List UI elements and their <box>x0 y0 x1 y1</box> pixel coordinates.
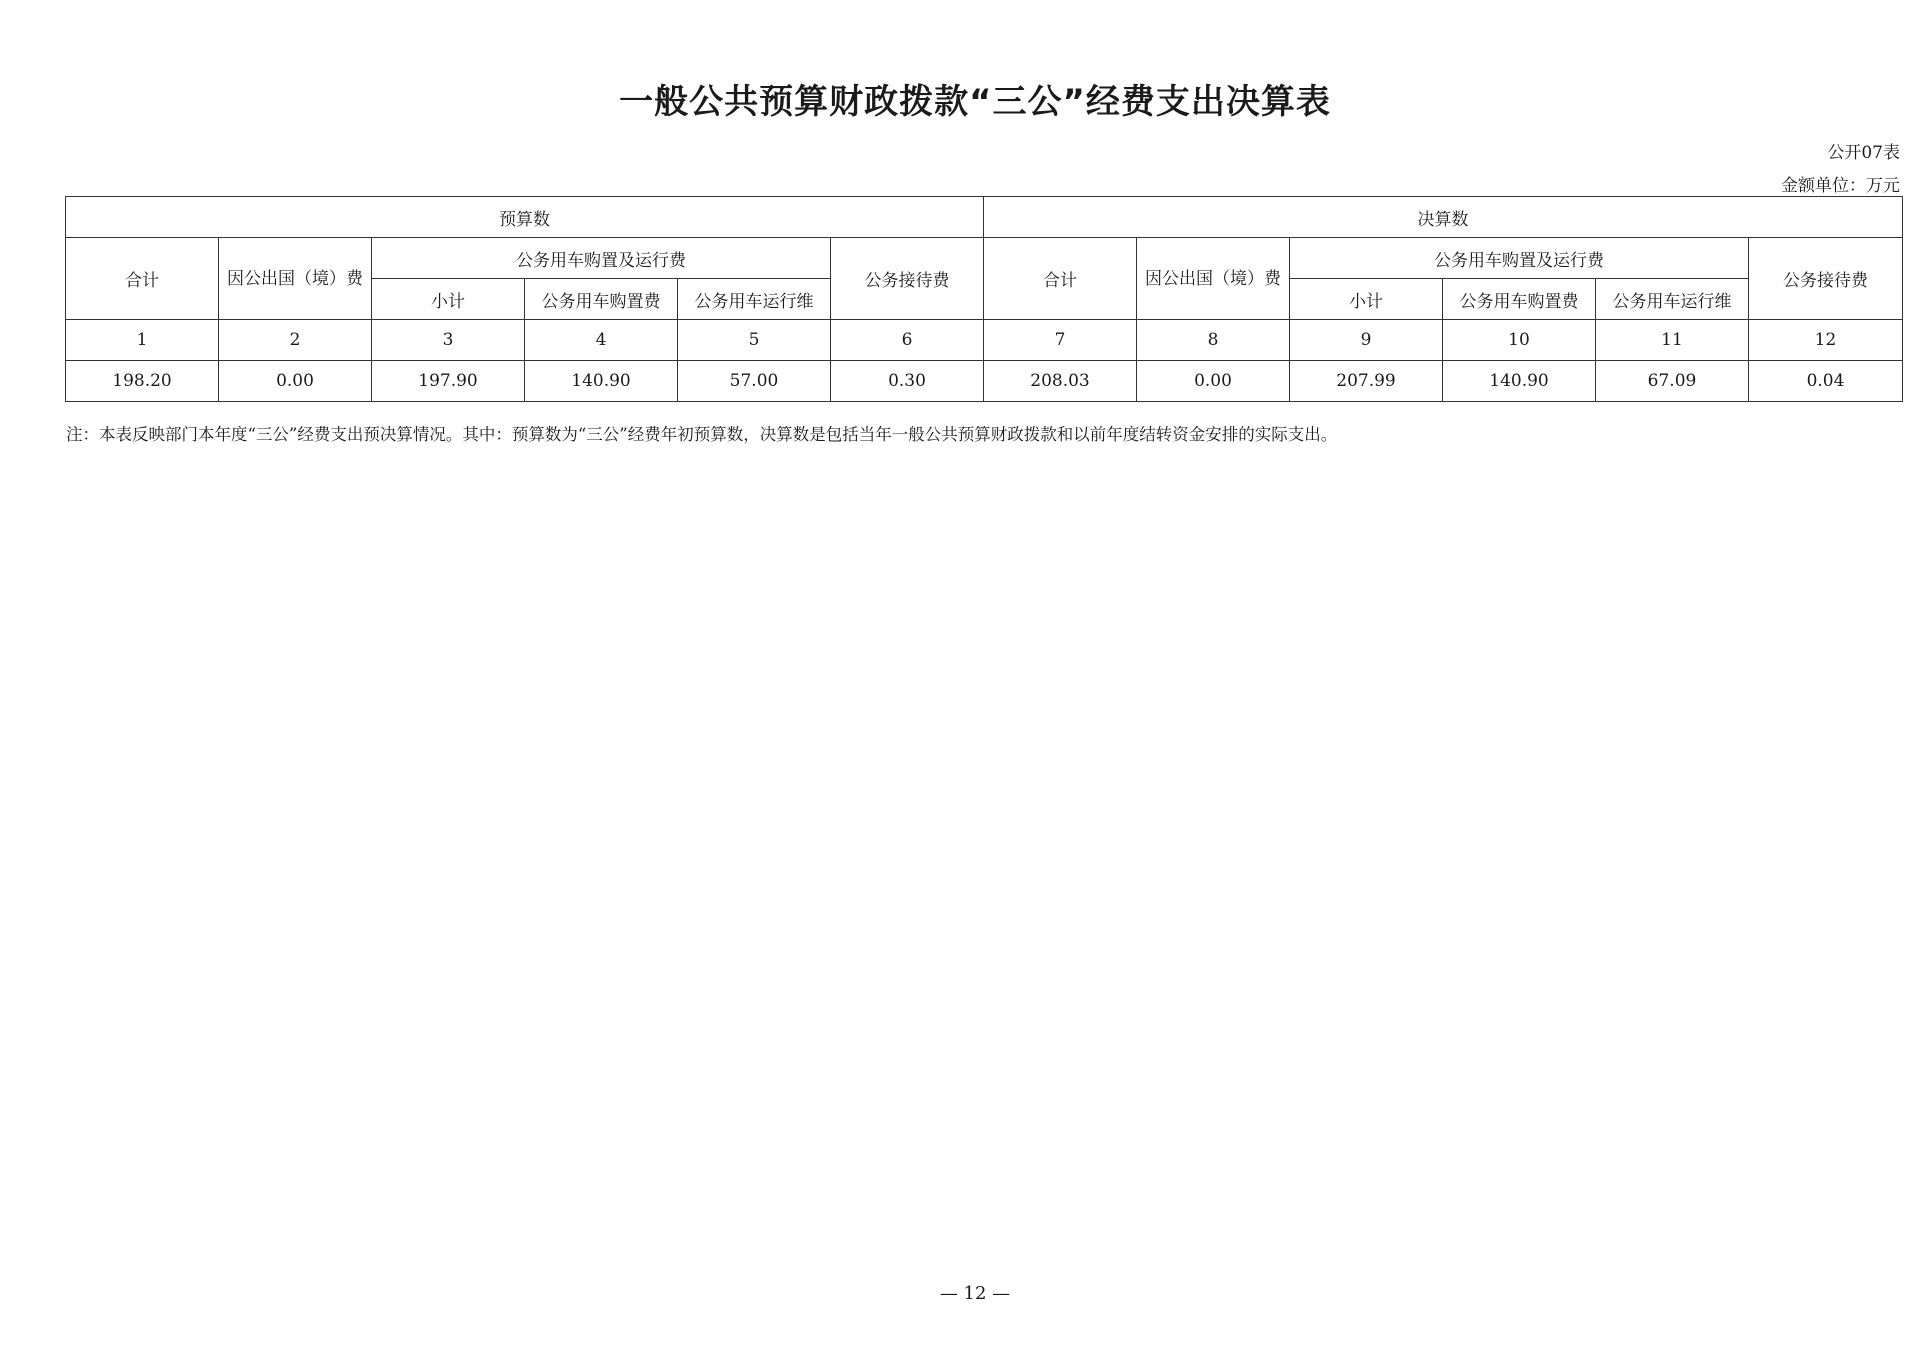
value-row <box>66 361 1903 402</box>
final-vehicle-purchase-value: 140.90 <box>1443 361 1596 402</box>
budget-vehicle-operation-header: 公务用车运行维 <box>678 279 831 320</box>
final-subtotal-value: 207.99 <box>1290 361 1443 402</box>
budget-group-header: 预算数 <box>66 197 984 238</box>
index-cell: 8 <box>1137 320 1290 361</box>
budget-vehicle-operation-value: 57.00 <box>678 361 831 402</box>
final-reception-value: 0.04 <box>1749 361 1903 402</box>
page-title: 一般公共预算财政拨款“三公”经费支出决算表 <box>619 82 1331 122</box>
budget-vehicle-purchase-header: 公务用车购置费 <box>525 279 678 320</box>
index-cell: 5 <box>678 320 831 361</box>
budget-reception-header: 公务接待费 <box>831 238 984 320</box>
final-total-header: 合计 <box>984 238 1137 320</box>
index-cell: 7 <box>984 320 1137 361</box>
final-abroad-header: 因公出国（境）费 <box>1137 238 1290 320</box>
table-code: 公开07表 <box>1827 143 1900 163</box>
amount-unit: 金额单位：万元 <box>1781 176 1900 196</box>
final-reception-header: 公务接待费 <box>1749 238 1903 320</box>
table-footnote: 注：本表反映部门本年度“三公”经费支出预决算情况。其中：预算数为“三公”经费年初预算数，决算数是包括当年一般公共预算财政拨款和以前年度结转资金安排的实际支出。 <box>66 425 1338 444</box>
index-cell: 2 <box>219 320 372 361</box>
index-cell: 11 <box>1596 320 1749 361</box>
budget-subtotal-header: 小计 <box>372 279 525 320</box>
index-row <box>66 320 1903 361</box>
budget-abroad-value: 0.00 <box>219 361 372 402</box>
index-cell: 4 <box>525 320 678 361</box>
group-header-row <box>66 197 1903 238</box>
final-group-header: 决算数 <box>984 197 1903 238</box>
budget-total-header: 合计 <box>66 238 219 320</box>
index-cell: 12 <box>1749 320 1903 361</box>
final-total-value: 208.03 <box>984 361 1137 402</box>
budget-vehicle-group-header: 公务用车购置及运行费 <box>372 238 831 279</box>
column-header-row <box>66 238 1903 279</box>
budget-vehicle-purchase-value: 140.90 <box>525 361 678 402</box>
final-abroad-value: 0.00 <box>1137 361 1290 402</box>
budget-subtotal-value: 197.90 <box>372 361 525 402</box>
page-number: — 12 — <box>939 1283 1011 1304</box>
three-public-expenses-table <box>65 196 1903 402</box>
index-cell: 9 <box>1290 320 1443 361</box>
index-cell: 6 <box>831 320 984 361</box>
index-cell: 3 <box>372 320 525 361</box>
final-vehicle-operation-header: 公务用车运行维 <box>1596 279 1749 320</box>
budget-reception-value: 0.30 <box>831 361 984 402</box>
budget-total-value: 198.20 <box>66 361 219 402</box>
budget-abroad-header: 因公出国（境）费 <box>219 238 372 320</box>
index-cell: 1 <box>66 320 219 361</box>
index-cell: 10 <box>1443 320 1596 361</box>
final-vehicle-group-header: 公务用车购置及运行费 <box>1290 238 1749 279</box>
final-subtotal-header: 小计 <box>1290 279 1443 320</box>
final-vehicle-purchase-header: 公务用车购置费 <box>1443 279 1596 320</box>
final-vehicle-operation-value: 67.09 <box>1596 361 1749 402</box>
